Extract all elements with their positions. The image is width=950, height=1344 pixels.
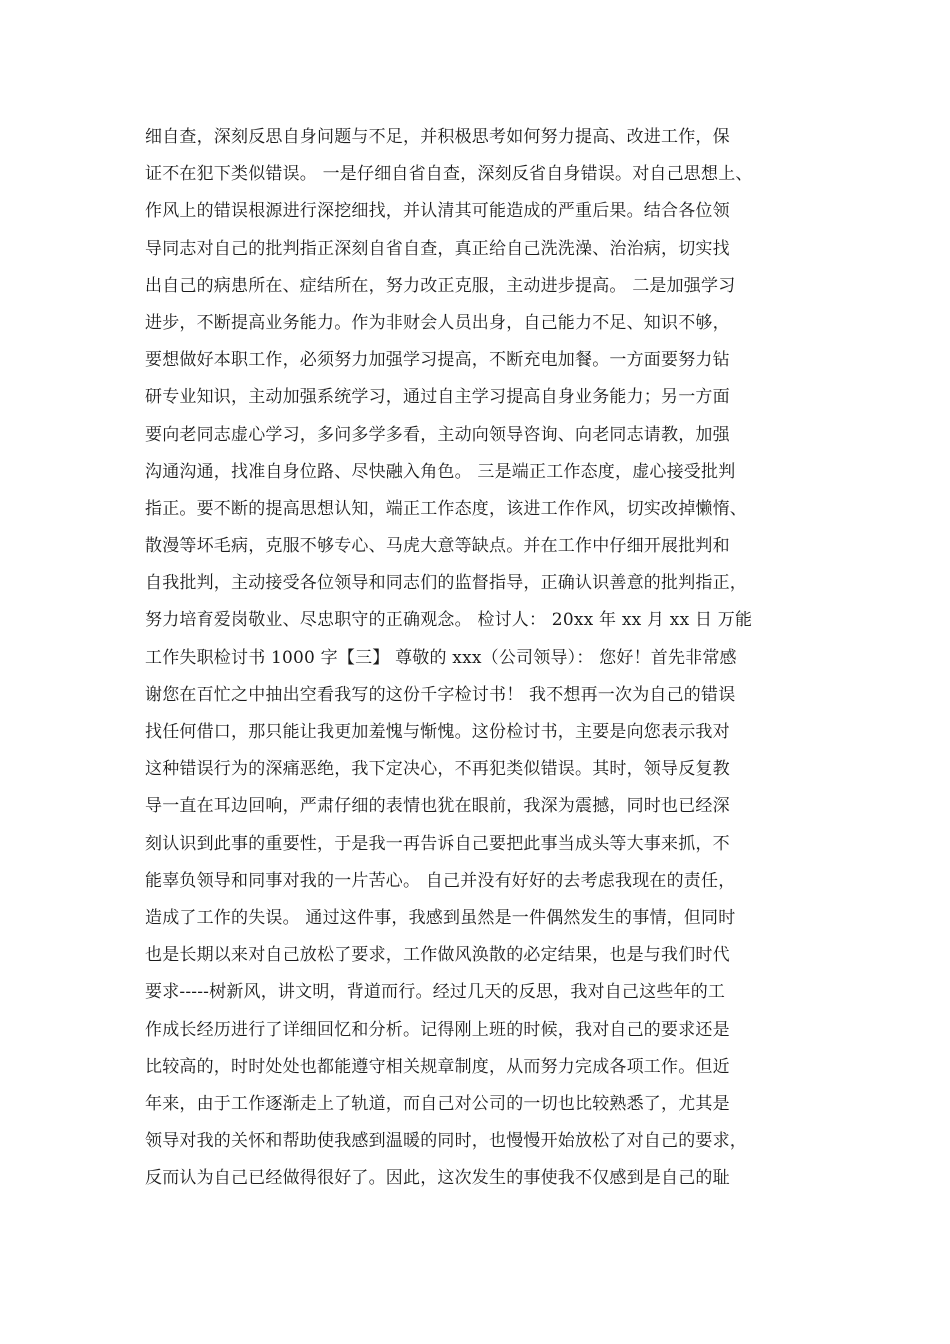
text-line: 沟通沟通，找准自身位路、尽快融入角色。 三是端正工作态度，虚心接受批判 [145, 461, 736, 482]
text-line: 反而认为自己已经做得很好了。因此，这次发生的事使我不仅感到是自己的耻 [145, 1168, 730, 1189]
text-line: 指正。要不断的提高思想认知，端正工作态度，该进工作作风，切实改掉懒惰、 [145, 498, 747, 519]
text-line: 导一直在耳边回响，严肃仔细的表情也犹在眼前，我深为震撼，同时也已经深 [145, 796, 730, 817]
text-line: 进步，不断提高业务能力。作为非财会人员出身，自己能力不足、知识不够， [145, 312, 730, 333]
text-line: 作风上的错误根源进行深挖细找，并认清其可能造成的严重后果。结合各位领 [145, 201, 730, 222]
text-line: 刻认识到此事的重要性，于是我一再告诉自己要把此事当成头等大事来抓，不 [145, 833, 730, 854]
text-line: 导同志对自己的批判指正深刻自省自查，真正给自己洗洗澡、治治病，切实找 [145, 238, 730, 259]
text-line: 要想做好本职工作，必须努力加强学习提高，不断充电加餐。一方面要努力钻 [145, 350, 730, 371]
document-body [145, 119, 845, 1197]
text-line: 散漫等坏毛病，克服不够专心、马虎大意等缺点。并在工作中仔细开展批判和 [145, 536, 730, 557]
text-line: 领导对我的关怀和帮助使我感到温暖的同时，也慢慢开始放松了对自己的要求， [145, 1131, 747, 1152]
text-line: 年来，由于工作逐渐走上了轨道，而自己对公司的一切也比较熟悉了，尤其是 [145, 1093, 730, 1114]
text-line: 出自己的病患所在、症结所在，努力改正克服，主动进步提高。 二是加强学习 [145, 275, 736, 296]
text-line: 谢您在百忙之中抽出空看我写的这份千字检讨书！ 我不想再一次为自己的错误 [145, 684, 736, 705]
text-line: 比较高的，时时处处也都能遵守相关规章制度，从而努力完成各项工作。但近 [145, 1056, 730, 1077]
text-line: 细自查，深刻反思自身问题与不足，并积极思考如何努力提高、改进工作，保 [145, 127, 730, 147]
text-line: 造成了工作的失误。 通过这件事，我感到虽然是一件偶然发生的事情，但同时 [145, 907, 736, 928]
text-line: 也是长期以来对自己放松了要求，工作做风涣散的必定结果，也是与我们时代 [145, 945, 730, 966]
text-line: 要求-----树新风，讲文明，背道而行。经过几天的反思，我对自己这些年的工 [145, 982, 726, 1003]
text-line: 能辜负领导和同事对我的一片苦心。 自己并没有好好的去考虑我现在的责任， [145, 870, 736, 891]
text-line: 作成长经历进行了详细回忆和分析。记得刚上班的时候，我对自己的要求还是 [145, 1019, 730, 1040]
text-line: 这种错误行为的深痛恶绝，我下定决心，不再犯类似错误。其时，领导反复教 [145, 759, 730, 780]
text-line: 自我批判，主动接受各位领导和同志们的监督指导，正确认识善意的批判指正， [145, 573, 747, 594]
text-line: 努力培育爱岗敬业、尽忠职守的正确观念。 检讨人： 20xx 年 xx 月 xx 日 万能 [145, 610, 753, 631]
text-line: 研专业知识，主动加强系统学习，通过自主学习提高自身业务能力；另一方面 [145, 387, 730, 408]
text-line: 工作失职检讨书 1000 字【三】 尊敬的 xxx（公司领导）： 您好！首先非常感 [145, 647, 737, 668]
text-line: 证不在犯下类似错误。 一是仔细自省自查，深刻反省自身错误。对自己思想上、 [145, 164, 753, 185]
text-line: 要向老同志虚心学习，多问多学多看，主动向领导咨询、向老同志请教，加强 [145, 424, 730, 445]
text-line: 找任何借口，那只能让我更加羞愧与惭愧。这份检讨书，主要是向您表示我对 [145, 722, 730, 742]
